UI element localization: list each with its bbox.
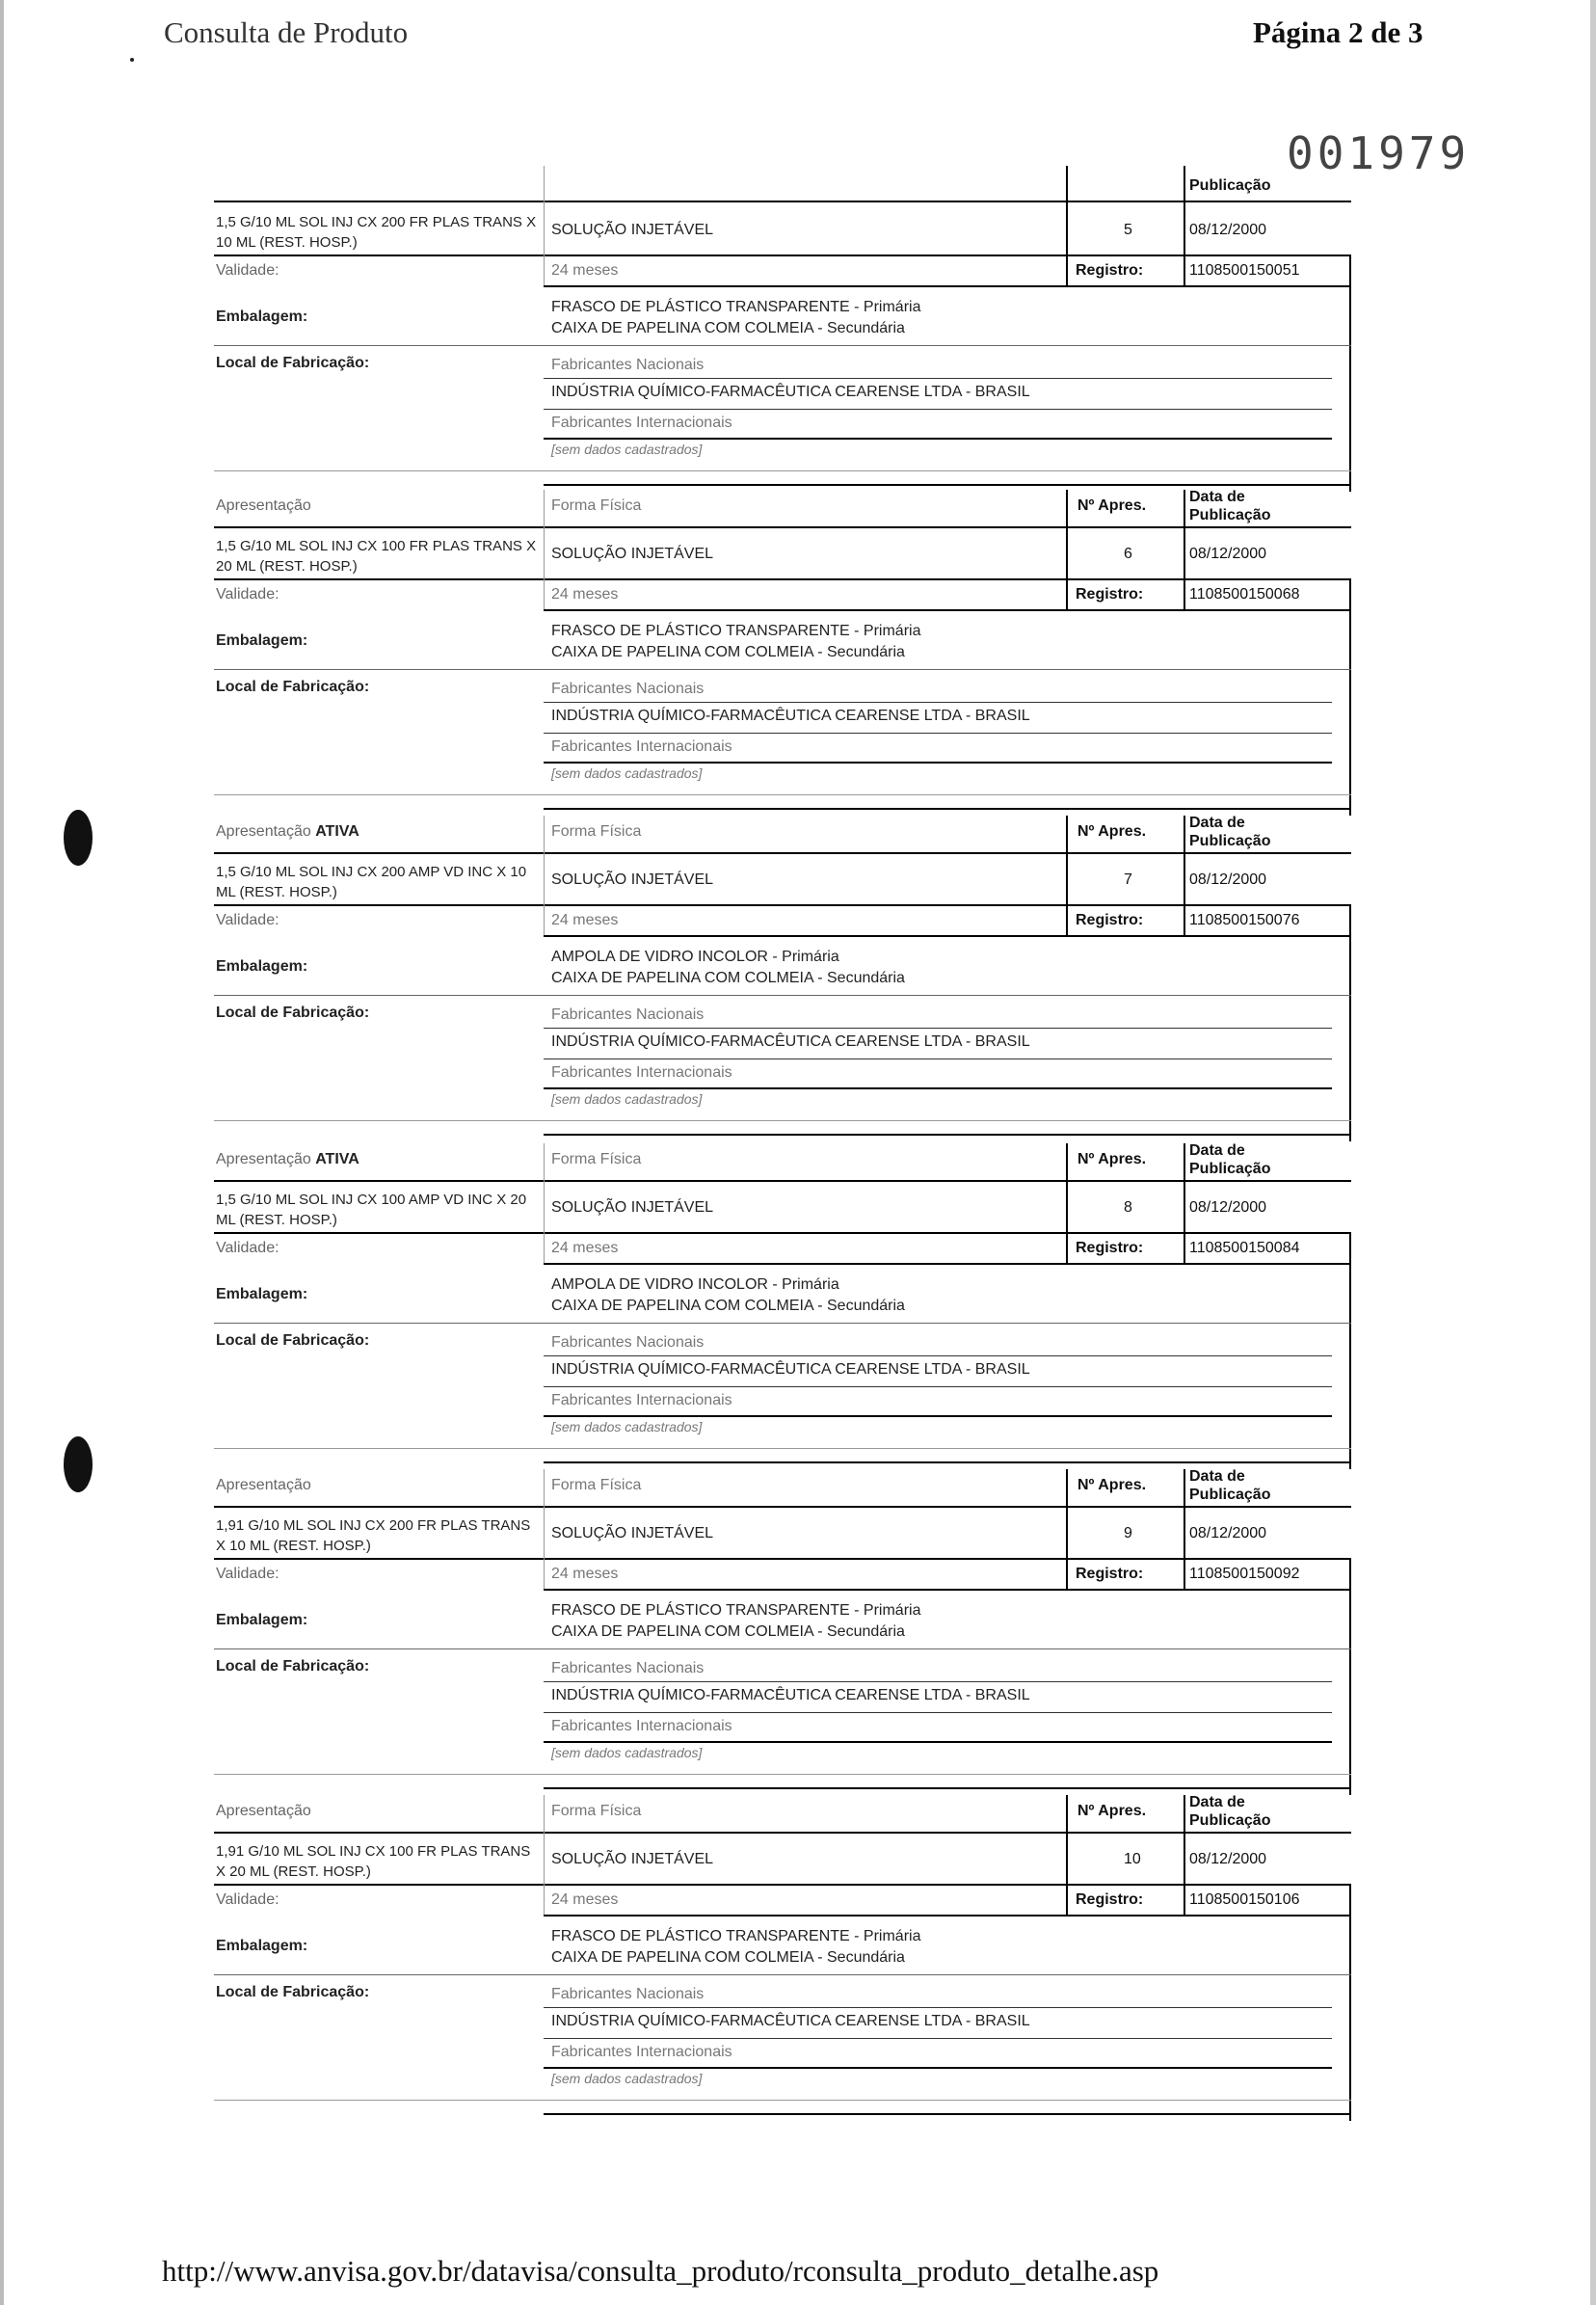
- scan-edge-left: [0, 0, 4, 2305]
- record-block: [214, 1795, 1351, 2121]
- fabricantes-nacionais-label: Fabricantes Nacionais: [551, 681, 705, 697]
- fabricantes-nacionais-label: Fabricantes Nacionais: [551, 1986, 705, 2002]
- fabricantes-internacionais-label: Fabricantes Internacionais: [551, 738, 732, 755]
- column-line: [1184, 816, 1185, 935]
- divider: [544, 1589, 1351, 1591]
- fabricante-nacional: INDÚSTRIA QUÍMICO-FARMACÊUTICA CEARENSE LTDA - BRASIL: [551, 708, 1030, 724]
- divider: [214, 1232, 1351, 1234]
- forma-fisica-value: SOLUÇÃO INJETÁVEL: [551, 871, 714, 888]
- apresentacao-label: Apresentação: [216, 497, 311, 514]
- local-fabricacao-label: Local de Fabricação:: [216, 1005, 370, 1021]
- n-apres-value: 10: [1124, 1851, 1141, 1867]
- border-right: [1349, 1232, 1351, 1469]
- column-line: [544, 166, 545, 285]
- column-line: [1184, 166, 1185, 285]
- data-publicacao-label: Data de Publicação: [1189, 489, 1271, 523]
- divider: [214, 201, 1351, 202]
- fabricantes-internacionais-label: Fabricantes Internacionais: [551, 2044, 732, 2060]
- n-apres-value: 9: [1124, 1525, 1132, 1541]
- divider: [544, 609, 1351, 611]
- divider: [544, 409, 1332, 410]
- column-line: [544, 1469, 545, 1589]
- divider: [544, 2038, 1332, 2039]
- column-line: [1066, 1143, 1068, 1263]
- apresentacao-label: Apresentação ATIVA: [216, 823, 359, 840]
- scan-speck: [130, 58, 134, 62]
- forma-fisica-label: Forma Física: [551, 1477, 642, 1493]
- divider: [214, 1323, 1351, 1324]
- divider: [214, 794, 1351, 795]
- page-title: Consulta de Produto: [164, 15, 409, 49]
- column-line: [1066, 490, 1068, 609]
- column-line: [544, 490, 545, 609]
- forma-fisica-value: SOLUÇÃO INJETÁVEL: [551, 1199, 714, 1216]
- embalagem-primaria: FRASCO DE PLÁSTICO TRANSPARENTE - Primária: [551, 1928, 921, 1944]
- divider: [214, 255, 1351, 256]
- embalagem-primaria: AMPOLA DE VIDRO INCOLOR - Primária: [551, 1276, 839, 1293]
- divider: [214, 852, 1351, 854]
- divider: [544, 1355, 1332, 1356]
- embalagem-secundaria: CAIXA DE PAPELINA COM COLMEIA - Secundária: [551, 1949, 905, 1966]
- fabricantes-internacionais-label: Fabricantes Internacionais: [551, 1392, 732, 1408]
- validade-value: 24 meses: [551, 586, 619, 603]
- n-apres-value: 8: [1124, 1199, 1132, 1216]
- footer-url: http://www.anvisa.gov.br/datavisa/consulta_produto/rconsulta_produto_detalhe.asp: [162, 2254, 1159, 2288]
- registro-value: 1108500150084: [1189, 1240, 1300, 1256]
- divider: [544, 1681, 1332, 1682]
- presentation-description: 1,5 G/10 ML SOL INJ CX 100 AMP VD INC X 20 ML (REST. HOSP.): [216, 1192, 527, 1228]
- embalagem-secundaria: CAIXA DE PAPELINA COM COLMEIA - Secundária: [551, 970, 905, 986]
- divider: [544, 1028, 1332, 1029]
- n-apres-label: Nº Apres.: [1077, 823, 1147, 840]
- record-block: [214, 1143, 1351, 1469]
- divider: [544, 2113, 1351, 2115]
- sem-dados-text: [sem dados cadastrados]: [551, 2071, 703, 2086]
- column-line: [544, 1795, 545, 1915]
- record-block: [214, 166, 1351, 492]
- publicacao-label: Publicação: [1189, 177, 1271, 194]
- divider: [544, 1134, 1351, 1136]
- embalagem-primaria: FRASCO DE PLÁSTICO TRANSPARENTE - Primária: [551, 1602, 921, 1619]
- fabricantes-nacionais-label: Fabricantes Nacionais: [551, 1006, 705, 1023]
- divider: [544, 808, 1351, 810]
- fabricante-nacional: INDÚSTRIA QUÍMICO-FARMACÊUTICA CEARENSE LTDA - BRASIL: [551, 1033, 1030, 1050]
- record-block: [214, 490, 1351, 816]
- local-fabricacao-label: Local de Fabricação:: [216, 1984, 370, 2000]
- data-publicacao-label: Data de Publicação: [1189, 1794, 1271, 1829]
- divider: [214, 578, 1351, 580]
- record-block: [214, 1469, 1351, 1795]
- column-line: [1184, 490, 1185, 609]
- n-apres-label: Nº Apres.: [1077, 1151, 1147, 1167]
- fabricantes-nacionais-label: Fabricantes Nacionais: [551, 1660, 705, 1676]
- validade-label: Validade:: [216, 586, 279, 603]
- divider: [544, 438, 1332, 440]
- divider: [214, 669, 1351, 670]
- divider: [544, 1386, 1332, 1387]
- punch-hole-top: [64, 810, 93, 866]
- n-apres-label: Nº Apres.: [1077, 1803, 1147, 1819]
- divider: [214, 1974, 1351, 1975]
- validade-label: Validade:: [216, 262, 279, 279]
- border-right: [1349, 1558, 1351, 1795]
- embalagem-primaria: AMPOLA DE VIDRO INCOLOR - Primária: [551, 949, 839, 965]
- sem-dados-text: [sem dados cadastrados]: [551, 765, 703, 781]
- embalagem-label: Embalagem:: [216, 632, 308, 649]
- forma-fisica-label: Forma Física: [551, 497, 642, 514]
- embalagem-secundaria: CAIXA DE PAPELINA COM COLMEIA - Secundária: [551, 644, 905, 660]
- local-fabricacao-label: Local de Fabricação:: [216, 1658, 370, 1675]
- divider: [544, 484, 1351, 486]
- border-right: [1349, 255, 1351, 492]
- divider: [544, 1263, 1351, 1265]
- registro-label: Registro:: [1076, 1566, 1144, 1582]
- data-publicacao-label: Data de Publicação: [1189, 815, 1271, 849]
- divider: [544, 762, 1332, 764]
- validade-value: 24 meses: [551, 1566, 619, 1582]
- data-publicacao-value: 08/12/2000: [1189, 1851, 1267, 1867]
- registro-value: 1108500150076: [1189, 912, 1300, 928]
- column-line: [1066, 816, 1068, 935]
- apresentacao-label: Apresentação ATIVA: [216, 1151, 359, 1167]
- registro-label: Registro:: [1076, 1891, 1144, 1908]
- fabricantes-nacionais-label: Fabricantes Nacionais: [551, 357, 705, 373]
- embalagem-secundaria: CAIXA DE PAPELINA COM COLMEIA - Secundária: [551, 320, 905, 336]
- divider: [214, 1180, 1351, 1182]
- presentation-description: 1,91 G/10 ML SOL INJ CX 100 FR PLAS TRANS X 20 ML (REST. HOSP.): [216, 1843, 531, 1880]
- data-publicacao-value: 08/12/2000: [1189, 871, 1267, 888]
- forma-fisica-value: SOLUÇÃO INJETÁVEL: [551, 546, 714, 562]
- data-publicacao-label: Data de Publicação: [1189, 1468, 1271, 1503]
- sem-dados-text: [sem dados cadastrados]: [551, 1745, 703, 1760]
- forma-fisica-label: Forma Física: [551, 1151, 642, 1167]
- apresentacao-label: Apresentação: [216, 1803, 311, 1819]
- scan-edge-right: [1590, 0, 1596, 2305]
- registro-label: Registro:: [1076, 912, 1144, 928]
- page-number: Página 2 de 3: [1253, 15, 1423, 49]
- presentation-description: 1,91 G/10 ML SOL INJ CX 200 FR PLAS TRANS X 10 ML (REST. HOSP.): [216, 1517, 531, 1554]
- embalagem-primaria: FRASCO DE PLÁSTICO TRANSPARENTE - Primária: [551, 299, 921, 315]
- column-line: [1184, 1469, 1185, 1589]
- punch-hole-bottom: [64, 1436, 93, 1492]
- validade-label: Validade:: [216, 1240, 279, 1256]
- divider: [544, 2007, 1332, 2008]
- fabricantes-internacionais-label: Fabricantes Internacionais: [551, 1064, 732, 1081]
- divider: [544, 935, 1351, 937]
- border-right: [1349, 904, 1351, 1141]
- data-publicacao-value: 08/12/2000: [1189, 1199, 1267, 1216]
- registro-label: Registro:: [1076, 586, 1144, 603]
- stamp-number: 001979: [1287, 127, 1471, 179]
- data-publicacao-value: 08/12/2000: [1189, 1525, 1267, 1541]
- validade-label: Validade:: [216, 912, 279, 928]
- divider: [544, 1741, 1332, 1743]
- validade-value: 24 meses: [551, 912, 619, 928]
- embalagem-label: Embalagem:: [216, 1938, 308, 1954]
- embalagem-secundaria: CAIXA DE PAPELINA COM COLMEIA - Secundária: [551, 1298, 905, 1314]
- column-line: [1184, 1795, 1185, 1915]
- n-apres-label: Nº Apres.: [1077, 497, 1147, 514]
- border-right: [1349, 578, 1351, 816]
- divider: [214, 1884, 1351, 1886]
- column-line: [1066, 1469, 1068, 1589]
- presentation-description: 1,5 G/10 ML SOL INJ CX 200 FR PLAS TRANS X 10 ML (REST. HOSP.): [216, 214, 537, 251]
- fabricante-nacional: INDÚSTRIA QUÍMICO-FARMACÊUTICA CEARENSE LTDA - BRASIL: [551, 384, 1030, 400]
- record-block: [214, 816, 1351, 1141]
- divider: [214, 526, 1351, 528]
- registro-value: 1108500150051: [1189, 262, 1300, 279]
- forma-fisica-value: SOLUÇÃO INJETÁVEL: [551, 222, 714, 238]
- divider: [214, 1774, 1351, 1775]
- sem-dados-text: [sem dados cadastrados]: [551, 1419, 703, 1434]
- divider: [544, 1461, 1351, 1463]
- divider: [214, 2100, 1351, 2101]
- n-apres-value: 5: [1124, 222, 1132, 238]
- local-fabricacao-label: Local de Fabricação:: [216, 679, 370, 695]
- forma-fisica-value: SOLUÇÃO INJETÁVEL: [551, 1525, 714, 1541]
- registro-value: 1108500150092: [1189, 1566, 1300, 1582]
- local-fabricacao-label: Local de Fabricação:: [216, 355, 370, 371]
- column-line: [1066, 1795, 1068, 1915]
- forma-fisica-label: Forma Física: [551, 823, 642, 840]
- divider: [544, 1087, 1332, 1089]
- border-right: [1349, 1884, 1351, 2121]
- fabricantes-internacionais-label: Fabricantes Internacionais: [551, 415, 732, 431]
- fabricante-nacional: INDÚSTRIA QUÍMICO-FARMACÊUTICA CEARENSE LTDA - BRASIL: [551, 1687, 1030, 1703]
- data-publicacao-value: 08/12/2000: [1189, 546, 1267, 562]
- divider: [214, 1558, 1351, 1560]
- column-line: [1184, 1143, 1185, 1263]
- divider: [544, 378, 1332, 379]
- divider: [214, 1448, 1351, 1449]
- data-publicacao-value: 08/12/2000: [1189, 222, 1267, 238]
- divider: [214, 1506, 1351, 1508]
- n-apres-value: 7: [1124, 871, 1132, 888]
- embalagem-label: Embalagem:: [216, 1286, 308, 1302]
- validade-value: 24 meses: [551, 1891, 619, 1908]
- divider: [214, 345, 1351, 346]
- fabricantes-internacionais-label: Fabricantes Internacionais: [551, 1718, 732, 1734]
- embalagem-label: Embalagem:: [216, 1612, 308, 1628]
- forma-fisica-label: Forma Física: [551, 1803, 642, 1819]
- presentation-description: 1,5 G/10 ML SOL INJ CX 100 FR PLAS TRANS X 20 ML (REST. HOSP.): [216, 538, 537, 575]
- divider: [544, 1415, 1332, 1417]
- registro-label: Registro:: [1076, 1240, 1144, 1256]
- validade-label: Validade:: [216, 1566, 279, 1582]
- divider: [544, 733, 1332, 734]
- divider: [544, 702, 1332, 703]
- divider: [544, 2067, 1332, 2069]
- divider: [214, 470, 1351, 471]
- forma-fisica-value: SOLUÇÃO INJETÁVEL: [551, 1851, 714, 1867]
- divider: [544, 1712, 1332, 1713]
- validade-label: Validade:: [216, 1891, 279, 1908]
- registro-value: 1108500150068: [1189, 586, 1300, 603]
- sem-dados-text: [sem dados cadastrados]: [551, 1091, 703, 1107]
- column-line: [1066, 166, 1068, 285]
- column-line: [544, 1143, 545, 1263]
- embalagem-primaria: FRASCO DE PLÁSTICO TRANSPARENTE - Primária: [551, 623, 921, 639]
- divider: [544, 285, 1351, 287]
- n-apres-label: Nº Apres.: [1077, 1477, 1147, 1493]
- validade-value: 24 meses: [551, 262, 619, 279]
- presentation-description: 1,5 G/10 ML SOL INJ CX 200 AMP VD INC X 10 ML (REST. HOSP.): [216, 864, 527, 900]
- n-apres-value: 6: [1124, 546, 1132, 562]
- fabricantes-nacionais-label: Fabricantes Nacionais: [551, 1334, 705, 1351]
- embalagem-secundaria: CAIXA DE PAPELINA COM COLMEIA - Secundária: [551, 1623, 905, 1640]
- divider: [214, 904, 1351, 906]
- divider: [214, 995, 1351, 996]
- registro-value: 1108500150106: [1189, 1891, 1300, 1908]
- divider: [214, 1648, 1351, 1649]
- fabricante-nacional: INDÚSTRIA QUÍMICO-FARMACÊUTICA CEARENSE LTDA - BRASIL: [551, 1361, 1030, 1378]
- embalagem-label: Embalagem:: [216, 958, 308, 975]
- data-publicacao-label: Data de Publicação: [1189, 1142, 1271, 1177]
- divider: [214, 1120, 1351, 1121]
- divider: [214, 1832, 1351, 1834]
- divider: [544, 1787, 1351, 1789]
- apresentacao-label: Apresentação: [216, 1477, 311, 1493]
- registro-label: Registro:: [1076, 262, 1144, 279]
- column-line: [544, 816, 545, 935]
- embalagem-label: Embalagem:: [216, 308, 308, 325]
- validade-value: 24 meses: [551, 1240, 619, 1256]
- local-fabricacao-label: Local de Fabricação:: [216, 1332, 370, 1349]
- sem-dados-text: [sem dados cadastrados]: [551, 442, 703, 457]
- divider: [544, 1915, 1351, 1916]
- fabricante-nacional: INDÚSTRIA QUÍMICO-FARMACÊUTICA CEARENSE LTDA - BRASIL: [551, 2013, 1030, 2029]
